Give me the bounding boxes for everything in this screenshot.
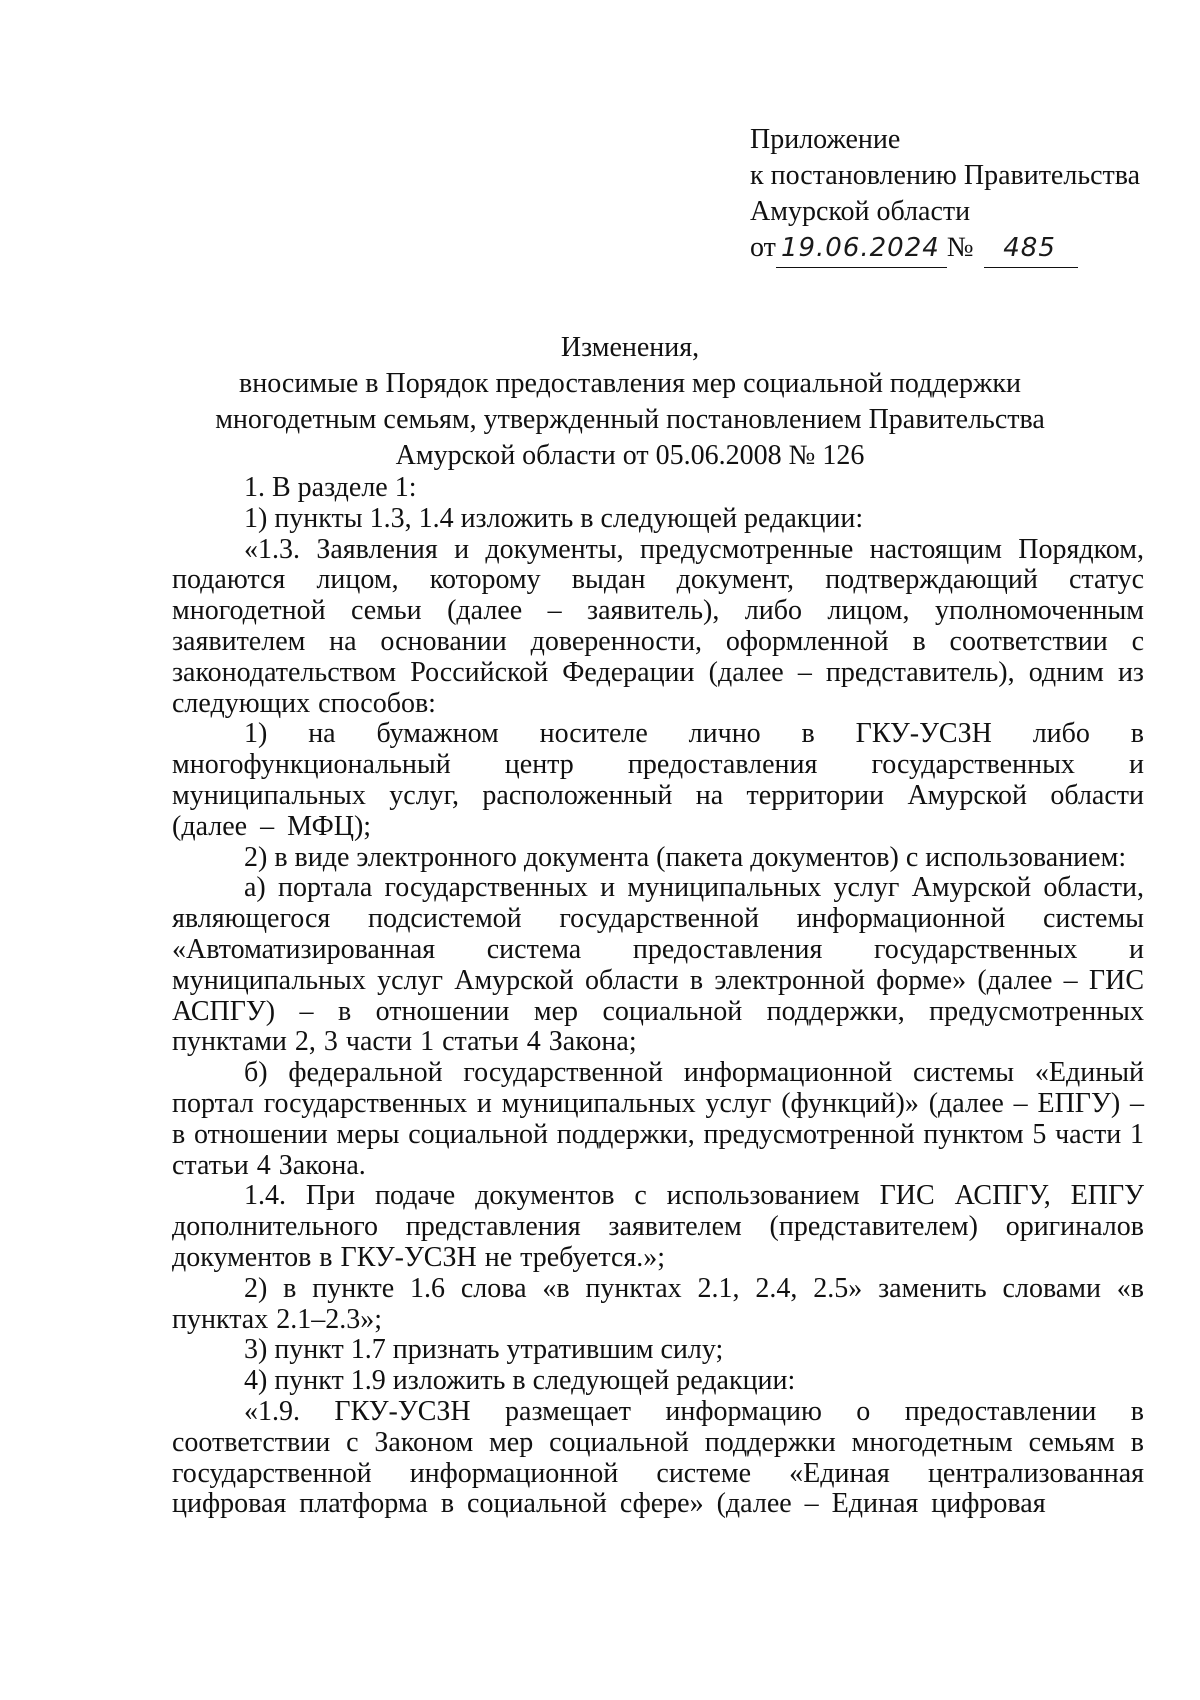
paragraph-portal-aspgu: а) портала государственных и муниципальных услуг Амурской области, являющегося подсистемой государственной информационной системы «Автоматизированная система предоставления государственных и муниципальных услуг Амурской области в электронной форме» (далее – ГИС АСПГУ) – в отношении мер социальной поддержки, предусмотренных пунктами 2, 3 части 1 статьи 4 Закона; <box>172 872 1144 1058</box>
title-line-1: Изменения, <box>560 332 700 363</box>
paragraph-item-1: 1) пункты 1.3, 1.4 изложить в следующей редакции: <box>244 502 864 534</box>
paragraph-clause-1-9: «1.9. ГКУ-УСЗН размещает информацию о предоставлении в соответствии с Законом мер социальной поддержки многодетным семьям в государственной информационной системе «Единая централизованная цифровая платформа в социальной сфере» (далее – Единая цифровая <box>172 1395 1144 1520</box>
title-line-3: многодетным семьям, утвержденный постановлением Правительства <box>215 404 1045 435</box>
paragraph-clause-1-3: «1.3. Заявления и документы, предусмотренные настоящим Порядком, подаются лицом, которому выдан документ, подтверждающий статус многодетной семьи (далее – заявитель), либо лицом, уполномоченным заявителем на основании доверенности, оформленной в соответствии с законодательством Российской Федерации (далее – представитель), одним из следующих способов: <box>172 533 1144 719</box>
date-prefix: от <box>750 232 776 263</box>
appendix-block <box>750 122 1140 268</box>
title-line-4: Амурской области от 05.06.2008 № 126 <box>395 440 865 471</box>
document-body <box>172 473 1144 1520</box>
paragraph-portal-epgu: б) федеральной государственной информационной системы «Единый портал государственных и муниципальных услуг (функций)» (далее – ЕПГУ) – в отношении меры социальной поддержки, предусмотренной пунктом 5 части 1 статьи 4 Закона. <box>172 1057 1144 1181</box>
number-sign: № <box>946 232 974 263</box>
paragraph-section-1: 1. В разделе 1: <box>244 472 417 503</box>
paragraph-item-2: 2) в пункте 1.6 слова «в пунктах 2.1, 2.4, 2.5» заменить словами «в пунктах 2.1–2.3»; <box>172 1272 1144 1335</box>
appendix-region-line: Амурской области <box>750 196 971 227</box>
handwritten-date: 19.06.2024 <box>776 230 947 268</box>
document-title <box>180 330 1080 474</box>
paragraph-paper-submission: 1) на бумажном носителе лично в ГКУ-УСЗН либо в многофункциональный центр предоставления государственных и муниципальных услуг, расположенный на территории Амурской области (далее – МФЦ); <box>172 718 1144 842</box>
paragraph-clause-1-4: 1.4. При подаче документов с использованием ГИС АСПГУ, ЕПГУ дополнительного представления заявителем (представителем) оригиналов документов в ГКУ-УСЗН не требуется.»; <box>172 1180 1144 1273</box>
paragraph-item-4: 4) пункт 1.9 изложить в следующей редакции: <box>244 1365 796 1397</box>
appendix-date-number-line <box>750 230 1140 268</box>
paragraph-item-3: 3) пункт 1.7 признать утратившим силу; <box>244 1334 724 1366</box>
paragraph-electronic-submission: 2) в виде электронного документа (пакета документов) с использованием: <box>244 841 1127 873</box>
handwritten-number: 485 <box>984 230 1078 268</box>
title-line-2: вносимые в Порядок предоставления мер социальной поддержки <box>239 368 1021 399</box>
appendix-heading: Приложение <box>750 124 901 155</box>
appendix-resolution-line: к постановлению Правительства <box>750 160 1141 191</box>
